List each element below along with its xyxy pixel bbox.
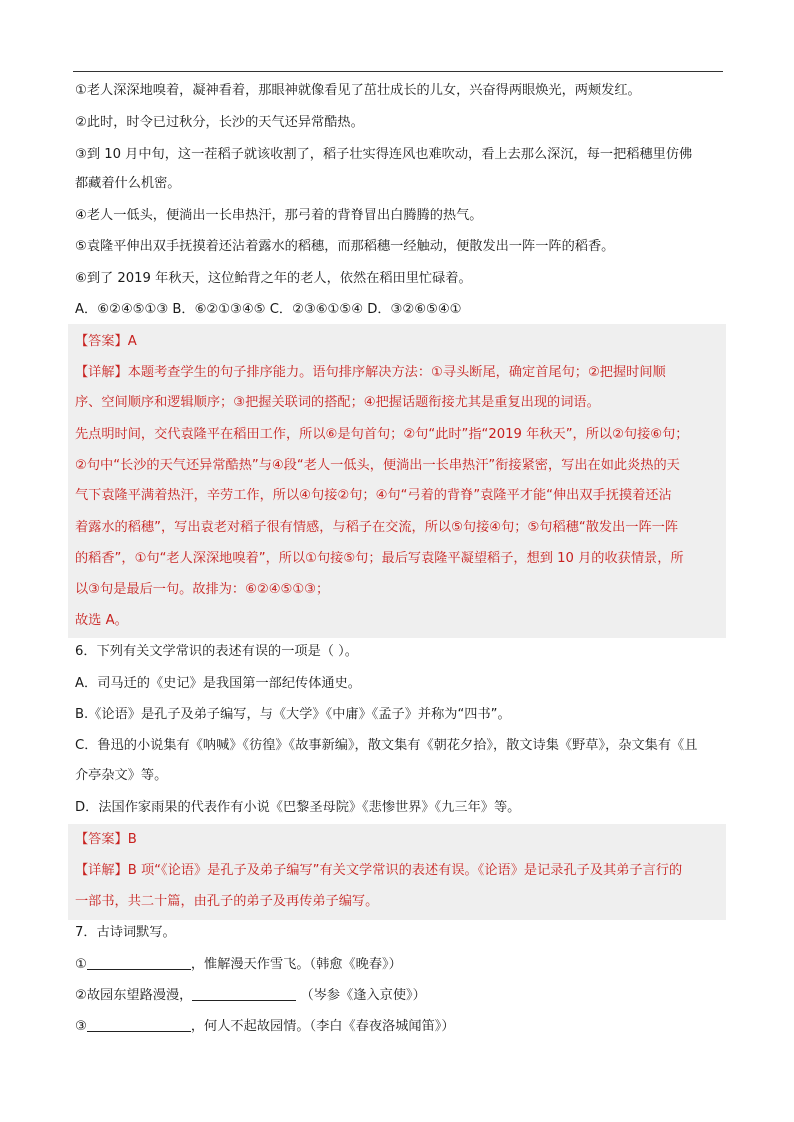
q7-item-3 <box>75 1017 725 1037</box>
q5-explain-line: 气下袁隆平满着热汗，辛劳工作，所以④句接②句；④句“弓着的背脊”袁隆平才能“伸出双手抚摸着还沾 <box>75 488 672 503</box>
item-number: ③ <box>75 1019 87 1034</box>
sentence-1: ①老人深深地嗅着，凝神看着，那眼神就像看见了茁壮成长的儿女，兴奋得两眼焕光，两颊发红。 <box>75 83 641 98</box>
fill-blank[interactable] <box>87 955 191 970</box>
sentence-2: ②此时，时令已过秋分，长沙的天气还异常酷热。 <box>75 115 364 130</box>
item-text: ，惟解漫天作雪飞。（韩愈《晚春》） <box>190 957 402 972</box>
q7-stem: 7．古诗词默写。 <box>75 925 176 940</box>
q5-explain-line: 故选 A。 <box>75 613 128 628</box>
item-source: （岑参《逢入京使》） <box>300 988 426 1003</box>
q6-explain-line: 一部书，共二十篇，由孔子的弟子及再传弟子编写。 <box>75 894 379 909</box>
q5-explain-line: 以③句是最后一句。故排为：⑥②④⑤①③； <box>75 582 330 597</box>
q5-explain-line: 的稻香”，①句“老人深深地嗅着”，所以①句接⑤句；最后写袁隆平凝望稻子，想到 10 月的收获情景，所 <box>75 551 684 566</box>
q5-explain-line: 着露水的稻穗”，写出袁老对稻子很有情感，与稻子在交流，所以⑤句接④句；⑤句稻穗“散发出一阵一阵 <box>75 520 679 535</box>
sentence-3-cont: 都藏着什么机密。 <box>75 176 181 191</box>
q5-explain-line: 【详解】本题考查学生的句子排序能力。语句排序解决方法：①寻头断尾，确定首尾句；②把握时间顺 <box>75 365 666 380</box>
q7-item-1 <box>75 955 725 975</box>
q6-option-c-cont: 介亭杂文》等。 <box>75 768 168 783</box>
q6-stem: 6．下列有关文学常识的表述有误的一项是（ ）。 <box>75 644 358 659</box>
q6-answer: 【答案】B <box>75 832 137 847</box>
item-text: ，何人不起故园情。（李白《春夜洛城闻笛》） <box>190 1019 455 1034</box>
sentence-5: ⑤袁隆平伸出双手抚摸着还沾着露水的稻穗，而那稻穗一经触动，便散发出一阵一阵的稻香。 <box>75 239 615 254</box>
sentence-4: ④老人一低头，便淌出一长串热汗，那弓着的背脊冒出白腾腾的热气。 <box>75 208 483 223</box>
q6-option-c: C．鲁迅的小说集有《呐喊》《彷徨》《故事新编》，散文集有《朝花夕拾》，散文诗集《野草》，杂文集有《且 <box>75 738 698 753</box>
q5-options: A．⑥②④⑤①③ B．⑥②①③④⑤ C．②③⑥①⑤④ D．③②⑥⑤④① <box>75 302 462 317</box>
q5-explain-line: ②句中“长沙的天气还异常酷热”与④段“老人一低头，便淌出一长串热汗”衔接紧密，写出在如此炎热的天 <box>75 458 680 473</box>
sentence-6: ⑥到了 2019 年秋天，这位鲐背之年的老人，依然在稻田里忙碌着。 <box>75 271 472 286</box>
fill-blank[interactable] <box>87 1017 191 1032</box>
item-text: ②故园东望路漫漫， <box>75 988 193 1003</box>
q7-item-2 <box>75 986 725 1006</box>
q6-explain-line: 【详解】B 项“《论语》是孔子及弟子编写”有关文学常识的表述有误。《论语》是记录孔子及其弟子言行的 <box>75 863 683 878</box>
fill-blank[interactable] <box>192 986 296 1001</box>
q6-option-d: D．法国作家雨果的代表作有小说《巴黎圣母院》《悲惨世界》《九三年》等。 <box>75 800 521 815</box>
item-number: ① <box>75 957 87 972</box>
q5-answer: 【答案】A <box>75 334 137 349</box>
q5-explain-line: 序、空间顺序和逻辑顺序；③把握关联词的搭配；④把握话题衔接尤其是重复出现的词语。 <box>75 395 600 410</box>
sentence-3: ③到 10 月中旬，这一茬稻子就该收割了，稻子壮实得连风也难吹动，看上去那么深沉，每一把稻穗里仿佛 <box>75 147 693 162</box>
q5-explain-line: 先点明时间，交代袁隆平在稻田工作，所以⑥是句首句；②句“此时”指“2019 年秋天”，所以②句接⑥句； <box>75 427 689 442</box>
header-rule <box>73 71 723 72</box>
q6-option-b: B.《论语》是孔子及弟子编写，与《大学》《中庸》《孟子》并称为“四书”。 <box>75 707 511 722</box>
q6-option-a: A．司马迁的《史记》是我国第一部纪传体通史。 <box>75 676 361 691</box>
